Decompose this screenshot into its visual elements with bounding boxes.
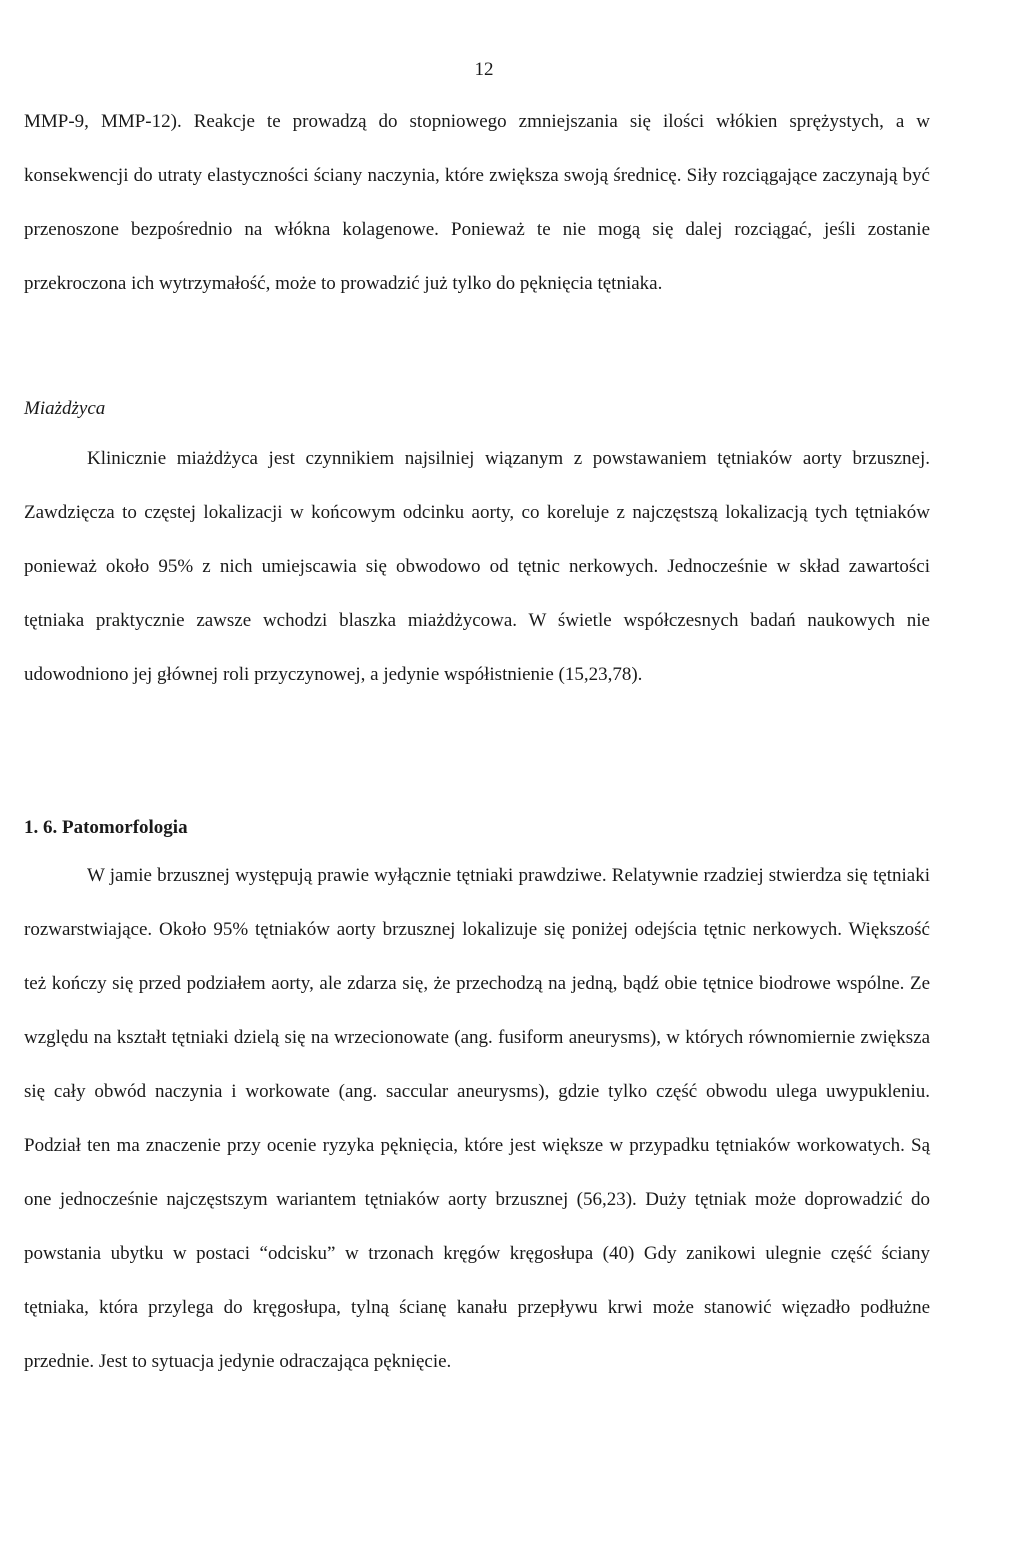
atherosclerosis-paragraph: Klinicznie miażdżyca jest czynnikiem najsilniej wiązanym z powstawaniem tętniaków aorty brzusznej. Zawdzięcza to częstej lokalizacji w końcowym odcinku aorty, co koreluje z najczęstszą lokalizacją tych tętniaków ponieważ około 95% z nich umiejscawia się obwodowo od tętnic nerkowych. Jednocześnie w skład zawartości tętniaka praktycznie zawsze wchodzi blaszka miażdżycowa. W świetle współczesnych badań naukowych nie udowodniono jej głównej roli przyczynowej, a jedynie współistnienie (15,23,78). bbox=[24, 448, 930, 685]
atherosclerosis-heading: Miażdżyca bbox=[24, 398, 106, 419]
pathomorphology-heading: 1. 6. Patomorfologia bbox=[24, 817, 188, 838]
pathomorphology-paragraph: W jamie brzusznej występują prawie wyłącznie tętniaki prawdziwe. Relatywnie rzadziej stwierdza się tętniaki rozwarstwiające. Około 95% tętniaków aorty brzusznej lokalizuje się poniżej odejścia tętnic nerkowych. Większość też kończy się przed podziałem aorty, ale zdarza się, że przechodzą na jedną, bądź obie tętnice biodrowe wspólne. Ze względu na kształt tętniaki dzielą się na wrzecionowate (ang. fusiform aneurysms), w których równomiernie zwiększa się cały obwód naczynia i workowate (ang. saccular aneurysms), gdzie tylko część obwodu ulega uwypukleniu. Podział ten ma znaczenie przy ocenie ryzyka pęknięcia, które jest większe w przypadku tętniaków workowatych. Są one jednocześnie najczęstszym wariantem tętniaków aorty brzusznej (56,23). Duży tętniak może doprowadzić do powstania ubytku w postaci “odcisku” w trzonach kręgów kręgosłupa (40) Gdy zanikowi ulegnie część ściany tętniaka, która przylega do kręgosłupa, tylną ścianę kanału przepływu krwi może stanowić więzadło podłużne przednie. Jest to sytuacja jedynie odraczająca pęknięcie. bbox=[24, 865, 930, 1372]
intro-paragraph: MMP-9, MMP-12). Reakcje te prowadzą do stopniowego zmniejszania się ilości włókien sprężystych, a w konsekwencji do utraty elastyczności ściany naczynia, które zwiększa swoją średnicę. Siły rozciągające zaczynają być przenoszone bezpośrednio na włókna kolagenowe. Ponieważ te nie mogą się dalej rozciągać, jeśli zostanie przekroczona ich wytrzymałość, może to prowadzić już tylko do pęknięcia tętniaka. bbox=[24, 111, 930, 294]
page-number: 12 bbox=[474, 59, 494, 80]
